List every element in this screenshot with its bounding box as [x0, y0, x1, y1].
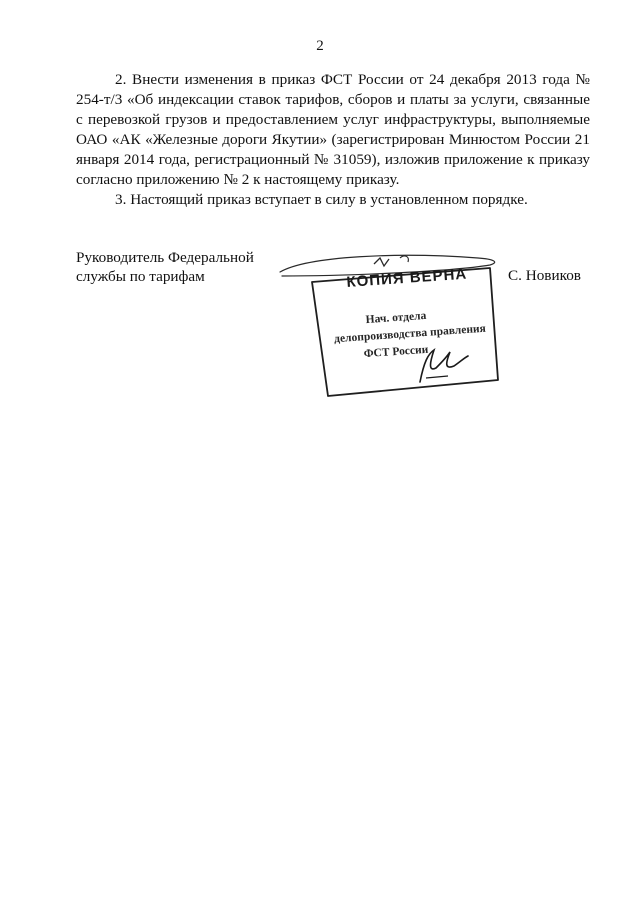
signatory-position-line-2: службы по тарифам [76, 268, 205, 285]
stamp-line-position: Нач. отдела [365, 309, 427, 327]
page-number: 2 [316, 38, 324, 54]
paragraph-2: 2. Внести изменения в приказ ФСТ России от 24 декабря 2013 года № 254-т/3 «Об индексации ставок тарифов, сборов и платы за услуги, связанные с перевозкой грузов и предоставлением услуг инфраструктуры, выполняемые ОАО «АК «Железные дороги Якутии» (зарегистрирован Минюстом России 21 января 2014 года, регистрационный № 31059), изложив приложение к приказу согласно приложению № 2 к настоящему приказу. [76, 71, 590, 188]
paragraph-3: 3. Настоящий приказ вступает в силу в установленном порядке. [115, 191, 528, 208]
stamp-line-department: делопроизводства правления [333, 322, 487, 346]
signatory-position [76, 248, 254, 286]
stamp-title: КОПИЯ ВЕРНА [346, 265, 468, 291]
document-body [76, 70, 590, 210]
handwritten-initials-tail [426, 376, 448, 378]
stamp-line-organization: ФСТ России [363, 343, 429, 361]
signature-flourish-mark [374, 258, 389, 266]
copy-certified-stamp [278, 250, 508, 410]
signatory-position-line-1: Руководитель Федеральной [76, 249, 254, 266]
signature-flourish-mark-2 [400, 256, 408, 262]
signatory-name: С. Новиков [508, 267, 581, 284]
